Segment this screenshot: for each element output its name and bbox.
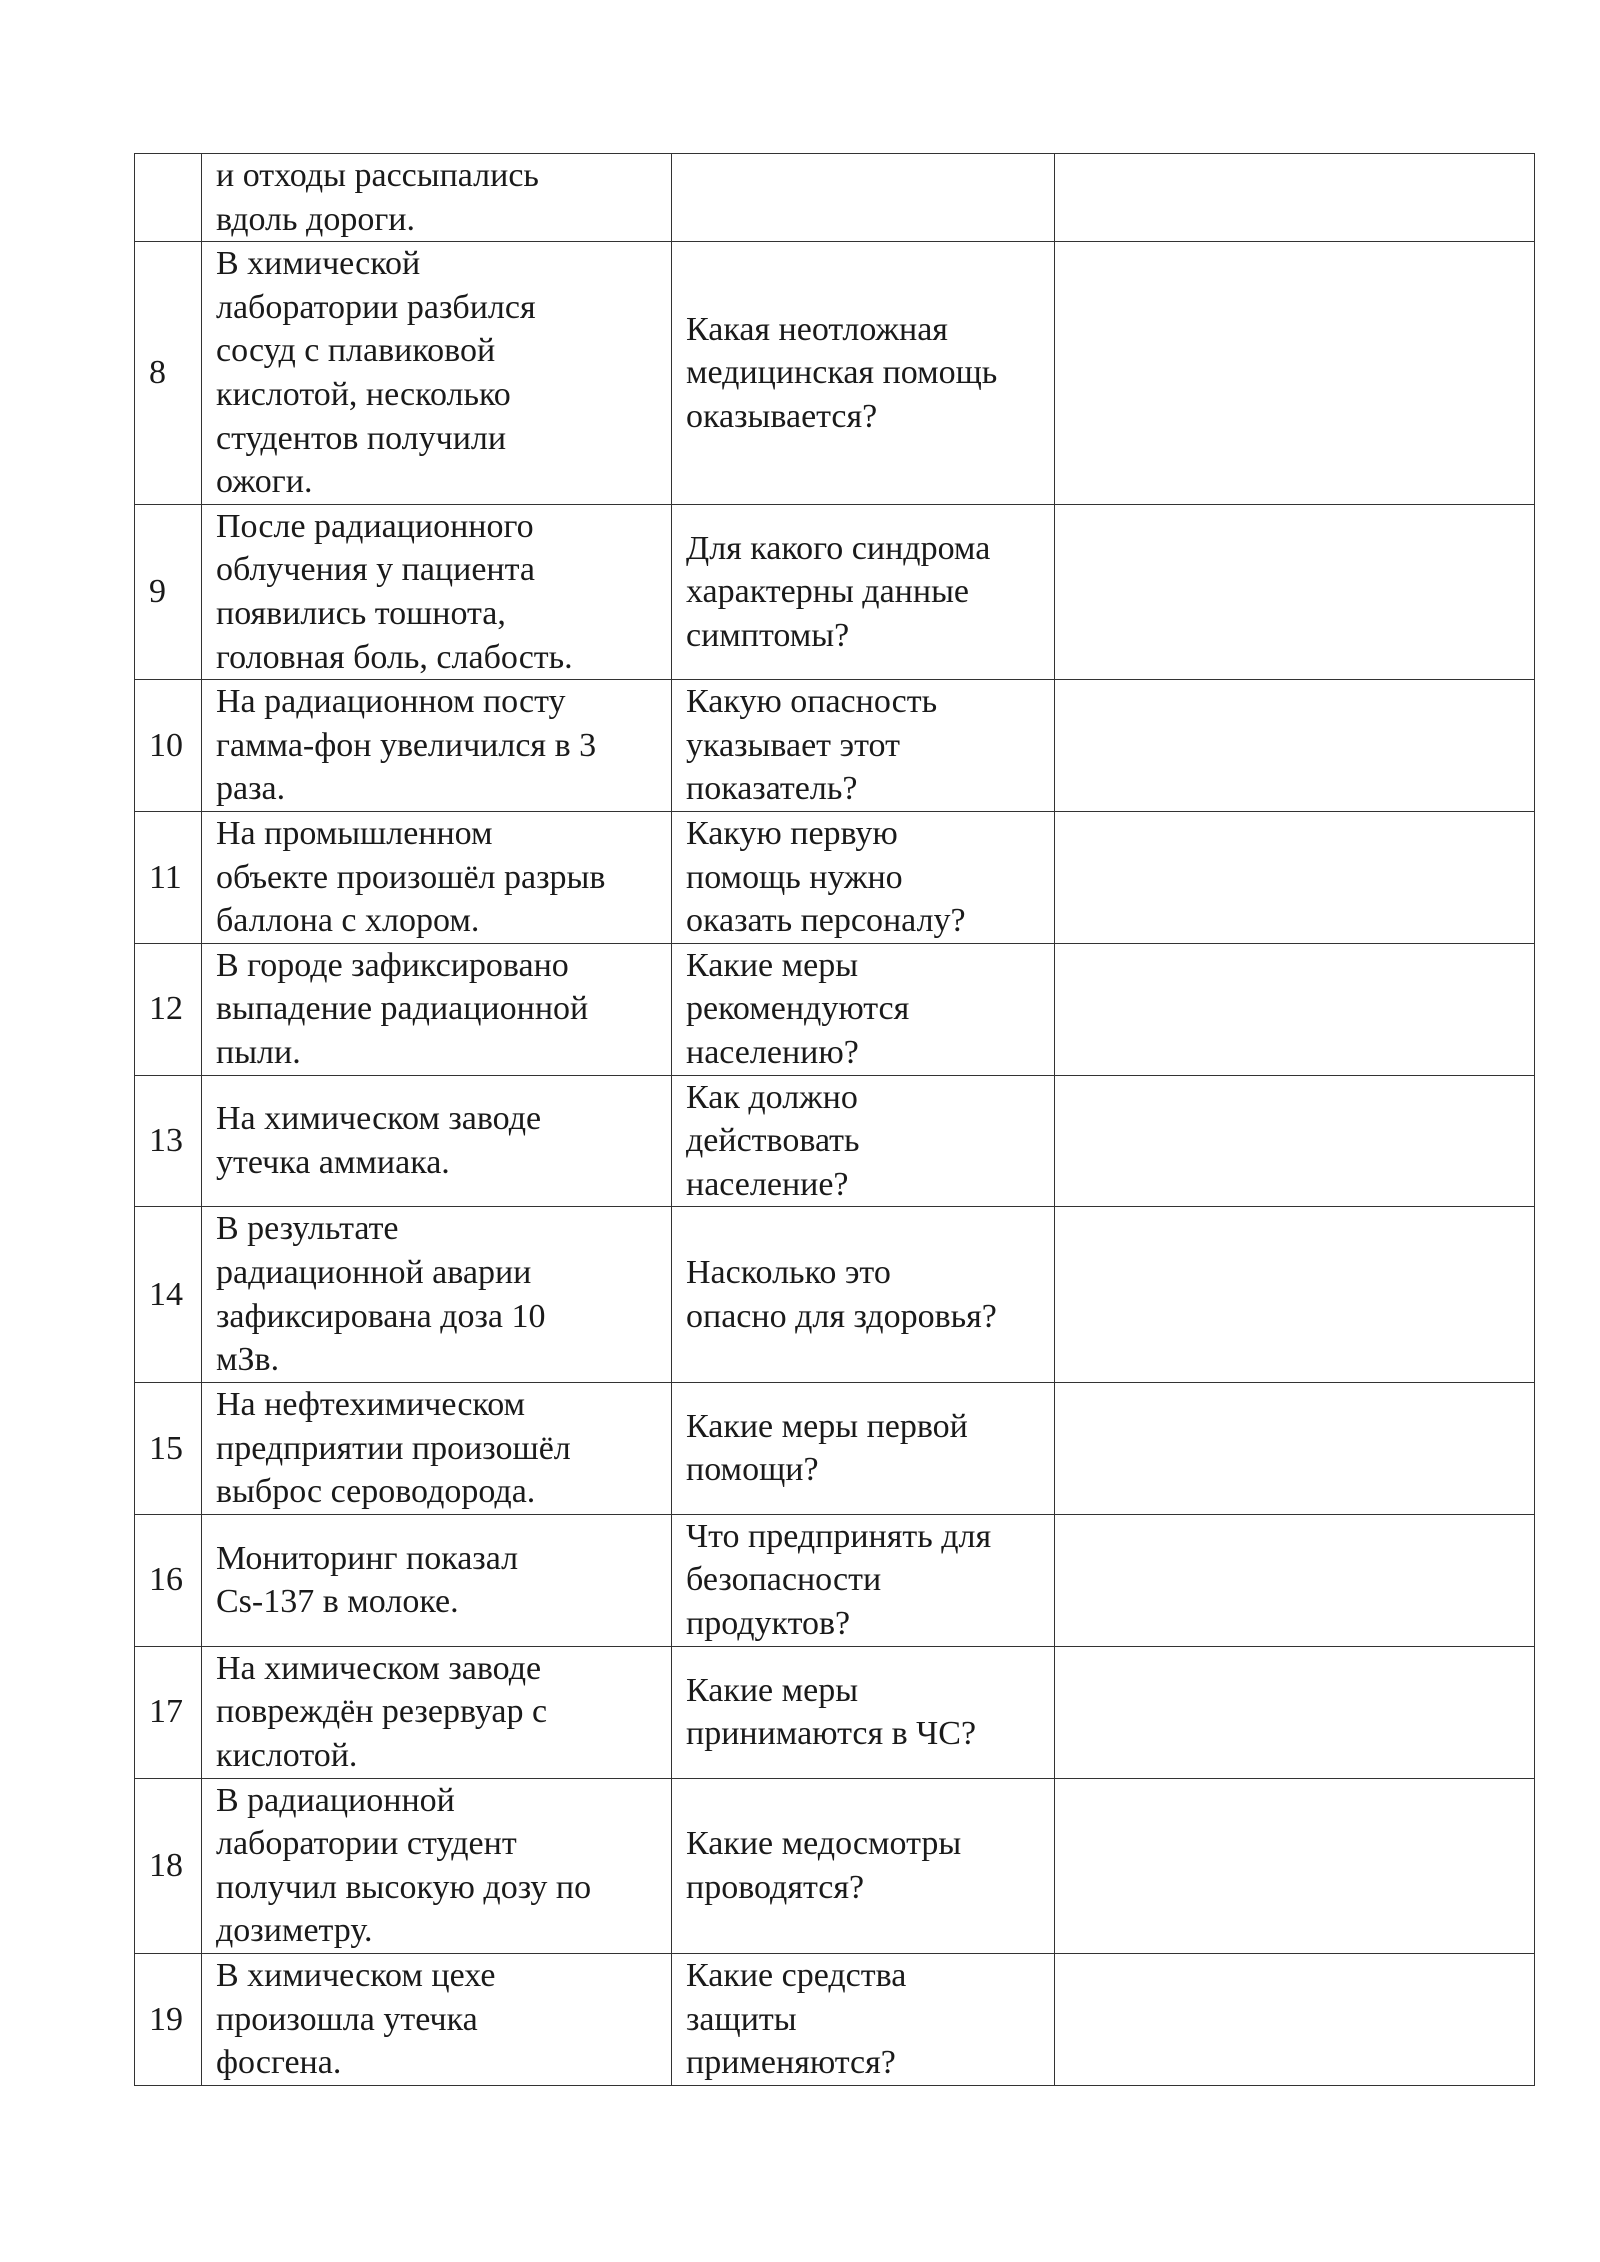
row-number-cell — [135, 242, 202, 505]
situation-cell — [202, 1954, 672, 2086]
answer-cell — [1055, 1382, 1535, 1514]
situation-text: На радиационном посту гамма-фон увеличился в 3 раза. — [216, 683, 597, 808]
table-row — [135, 1382, 1535, 1514]
answer-cell — [1055, 680, 1535, 812]
situation-cell — [202, 154, 672, 242]
row-number: 16 — [149, 1561, 183, 1599]
question-cell — [672, 811, 1055, 943]
answer-cell — [1055, 943, 1535, 1075]
answer-cell — [1055, 811, 1535, 943]
question-cell — [672, 943, 1055, 1075]
row-number-cell — [135, 1207, 202, 1382]
situation-text: На нефтехимическом предприятии произошёл выброс сероводорода. — [216, 1385, 571, 1511]
question-cell — [672, 1075, 1055, 1207]
row-number: 14 — [149, 1275, 183, 1313]
row-number: 18 — [149, 1847, 183, 1885]
table-row — [135, 504, 1535, 679]
row-number-cell — [135, 680, 202, 812]
table-row — [135, 811, 1535, 943]
answer-cell — [1055, 1075, 1535, 1207]
situation-text: В результате радиационной аварии зафиксирована доза 10 мЗв. — [216, 1210, 546, 1379]
table-row — [135, 1778, 1535, 1953]
table-row — [135, 154, 1535, 242]
row-number-cell — [135, 1514, 202, 1646]
row-number-cell — [135, 1646, 202, 1778]
situations-table — [134, 153, 1535, 2086]
situation-cell — [202, 1075, 672, 1207]
row-number-cell — [135, 1382, 202, 1514]
situation-text: В химическом цехе произошла утечка фосгена. — [216, 1957, 496, 2082]
situation-text: и отходы рассыпались вдоль дороги. — [216, 157, 539, 238]
question-text: Какие меры рекомендуются населению? — [686, 946, 910, 1071]
row-number: 17 — [149, 1693, 183, 1731]
question-text: Какую первую помощь нужно оказать персоналу? — [686, 814, 966, 940]
situation-cell — [202, 943, 672, 1075]
question-text: Какая неотложная медицинская помощь оказывается? — [686, 310, 998, 435]
situation-cell — [202, 504, 672, 679]
question-cell — [672, 1382, 1055, 1514]
question-text: Для какого синдрома характерны данные симптомы? — [686, 529, 991, 654]
situation-text: В химической лаборатории разбился сосуд с плавиковой кислотой, несколько студентов получили ожоги. — [216, 245, 536, 501]
situation-text: На химическом заводе утечка аммиака. — [216, 1100, 542, 1182]
situation-cell — [202, 811, 672, 943]
situation-cell — [202, 1382, 672, 1514]
row-number: 10 — [149, 726, 183, 764]
situation-cell — [202, 1778, 672, 1953]
question-cell — [672, 242, 1055, 505]
row-number: 8 — [149, 354, 166, 392]
situation-text: В городе зафиксировано выпадение радиационной пыли. — [216, 946, 589, 1071]
situation-cell — [202, 680, 672, 812]
question-cell — [672, 504, 1055, 679]
table-row — [135, 1646, 1535, 1778]
question-text: Как должно действовать население? — [686, 1078, 860, 1203]
situation-cell — [202, 1207, 672, 1382]
answer-cell — [1055, 154, 1535, 242]
table-row — [135, 1207, 1535, 1382]
answer-cell — [1055, 1778, 1535, 1953]
row-number-cell — [135, 811, 202, 943]
row-number: 19 — [149, 2000, 183, 2038]
question-text: Какую опасность указывает этот показатель? — [686, 683, 938, 808]
table-row — [135, 680, 1535, 812]
row-number-cell — [135, 504, 202, 679]
answer-cell — [1055, 1207, 1535, 1382]
question-text: Что предпринять для безопасности продуктов? — [686, 1517, 992, 1643]
answer-cell — [1055, 1514, 1535, 1646]
situation-cell — [202, 1646, 672, 1778]
row-number: 11 — [149, 858, 182, 896]
question-cell — [672, 154, 1055, 242]
situation-text: На промышленном объекте произошёл разрыв баллона с хлором. — [216, 814, 606, 940]
answer-cell — [1055, 1646, 1535, 1778]
table-row — [135, 943, 1535, 1075]
row-number-cell — [135, 943, 202, 1075]
table-row — [135, 242, 1535, 505]
question-cell — [672, 1954, 1055, 2086]
question-cell — [672, 680, 1055, 812]
row-number-cell — [135, 154, 202, 242]
row-number: 9 — [149, 573, 166, 611]
situation-text: В радиационной лаборатории студент получил высокую дозу по дозиметру. — [216, 1781, 592, 1950]
row-number-cell — [135, 1778, 202, 1953]
table-row — [135, 1075, 1535, 1207]
row-number: 12 — [149, 990, 183, 1028]
question-text: Какие средства защиты применяются? — [686, 1957, 907, 2082]
question-cell — [672, 1646, 1055, 1778]
answer-cell — [1055, 504, 1535, 679]
row-number-cell — [135, 1954, 202, 2086]
situation-text: Мониторинг показал Cs-137 в молоке. — [216, 1539, 519, 1621]
question-cell — [672, 1778, 1055, 1953]
situation-text: После радиационного облучения у пациента появились тошнота, головная боль, слабость. — [216, 507, 573, 676]
question-text: Насколько это опасно для здоровья? — [686, 1254, 997, 1335]
question-text: Какие меры первой помощи? — [686, 1407, 968, 1489]
situation-cell — [202, 1514, 672, 1646]
question-cell — [672, 1207, 1055, 1382]
question-cell — [672, 1514, 1055, 1646]
answer-cell — [1055, 242, 1535, 505]
table-row — [135, 1954, 1535, 2086]
row-number: 15 — [149, 1429, 183, 1467]
row-number-cell — [135, 1075, 202, 1207]
situation-text: На химическом заводе повреждён резервуар с кислотой. — [216, 1649, 548, 1774]
question-text: Какие меры принимаются в ЧС? — [686, 1671, 977, 1753]
answer-cell — [1055, 1954, 1535, 2086]
table-row — [135, 1514, 1535, 1646]
question-text: Какие медосмотры проводятся? — [686, 1825, 962, 1906]
row-number: 13 — [149, 1122, 183, 1160]
situation-cell — [202, 242, 672, 505]
